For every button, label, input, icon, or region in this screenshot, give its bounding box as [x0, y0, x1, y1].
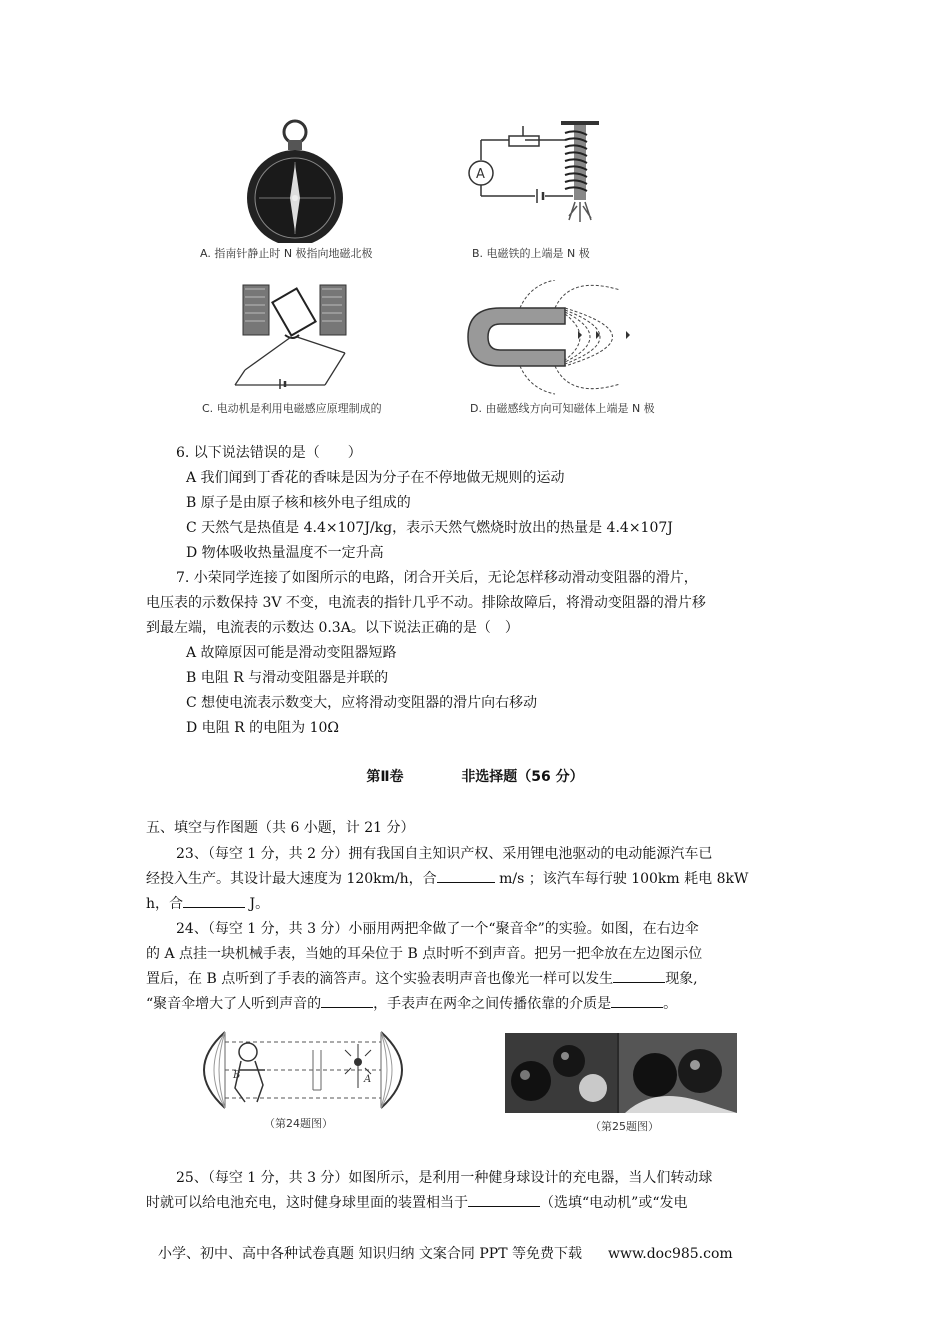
q23-line3a: h，合 — [146, 896, 184, 912]
q24-line1: 24、（每空 1 分，共 3 分）小丽用两把伞做了一个“聚音伞”的实验。如图，在右边伞 — [176, 921, 699, 937]
figure-q24-umbrellas — [183, 1030, 423, 1112]
q23-blank-1[interactable] — [437, 868, 495, 883]
footer-text: 小学、初中、高中各种试卷真题 知识归纳 文案合同 PPT 等免费下载 — [158, 1246, 582, 1262]
q23-line2a: 经投入生产。其设计最大速度为 120km/h，合 — [146, 871, 437, 887]
q23-line1: 23、（每空 1 分，共 2 分）拥有我国自主知识产权、采用锂电池驱动的电动能源汽车已 — [176, 846, 713, 862]
figure-d-caption: D. 由磁感线方向可知磁体上端是 N 极 — [470, 402, 655, 415]
q6-option-c: C 天然气是热值是 4.4×107J/kg，表示天然气燃烧时放出的热量是 4.4×107J — [186, 520, 673, 536]
figure-compass — [200, 118, 390, 243]
q7-option-c: C 想使电流表示数变大，应将滑动变阻器的滑片向右移动 — [186, 695, 538, 711]
q24-line4 — [146, 992, 677, 1016]
q23-line2 — [146, 867, 748, 891]
q25-line1: 25、（每空 1 分，共 3 分）如图所示，是利用一种健身球设计的充电器，当人们转动球 — [176, 1170, 713, 1186]
q7-option-d: D 电阻 R 的电阻为 10Ω — [186, 720, 339, 736]
q23-line2b: m/s ；该汽车每行驶 100km 耗电 8kW — [494, 871, 749, 887]
q24-blank-3[interactable] — [611, 993, 663, 1008]
q24-point-b: B — [233, 1070, 241, 1081]
figure-electromagnet — [465, 118, 695, 248]
q24-blank-2[interactable] — [321, 993, 373, 1008]
footer — [158, 1243, 733, 1263]
q24-line4a: “聚音伞增大了人听到声音的 — [146, 996, 322, 1012]
q23-blank-2[interactable] — [183, 893, 245, 908]
q7-stem-line1: 7. 小荣同学连接了如图所示的电路，闭合开关后，无论怎样移动滑动变阻器的滑片， — [176, 570, 698, 586]
q24-point-a: A — [364, 1074, 372, 1085]
q23-line3b: J。 — [245, 896, 270, 912]
q7-stem-line3: 到最左端，电流表的示数达 0.3A。以下说法正确的是（ ） — [146, 620, 519, 636]
q24-line4b: ，手表声在两伞之间传播依靠的介质是 — [373, 996, 612, 1012]
q25-blank-1[interactable] — [468, 1192, 540, 1207]
figure-c-caption: C. 电动机是利用电磁感应原理制成的 — [202, 402, 382, 415]
q24-line3 — [146, 967, 698, 991]
ammeter-label: A — [476, 167, 485, 182]
q25-line2 — [146, 1191, 687, 1215]
q23-line3 — [146, 892, 269, 916]
q7-stem-line2: 电压表的示数保持 3V 不变，电流表的指针几乎不动。排除故障后，将滑动变阻器的滑片移 — [146, 595, 706, 611]
q7-option-a: A 故障原因可能是滑动变阻器短路 — [186, 645, 397, 661]
figure-q25-caption: （第25题图） — [590, 1120, 659, 1133]
section-heading — [0, 766, 950, 786]
figure-a-caption: A. 指南针静止时 N 极指向地磁北极 — [200, 247, 373, 260]
figure-q25-photo — [505, 1033, 737, 1113]
part5-title: 五、填空与作图题（共 6 小题，计 21 分） — [146, 820, 415, 836]
q25-line2b: （选填“电动机”或“发电 — [540, 1195, 688, 1211]
q25-line2a: 时就可以给电池充电，这时健身球里面的装置相当于 — [146, 1195, 468, 1211]
q24-line3a: 置后，在 B 点听到了手表的滴答声。这个实验表明声音也像光一样可以发生 — [146, 971, 614, 987]
q24-line3b: 现象, — [665, 971, 698, 987]
section-heading-left: 第Ⅱ卷 — [366, 769, 404, 785]
q6-option-a: A 我们闻到丁香花的香味是因为分子在不停地做无规则的运动 — [186, 470, 565, 486]
figure-q24-caption: （第24题图） — [264, 1117, 333, 1130]
q6-option-d: D 物体吸收热量温度不一定升高 — [186, 545, 384, 561]
q24-line2: 的 A 点挂一块机械手表，当她的耳朵位于 B 点时听不到声音。把另一把伞放在左边图示位 — [146, 946, 703, 962]
q6-stem: 6. 以下说法错误的是（ ） — [176, 445, 362, 461]
section-heading-right: 非选择题（56 分） — [461, 769, 584, 785]
q24-blank-1[interactable] — [613, 968, 665, 983]
footer-url[interactable]: www.doc985.com — [607, 1246, 733, 1262]
figure-b-caption: B. 电磁铁的上端是 N 极 — [472, 247, 590, 260]
figure-motor — [225, 275, 365, 390]
figure-u-magnet — [460, 280, 680, 400]
q6-option-b: B 原子是由原子核和核外电子组成的 — [186, 495, 411, 511]
q7-option-b: B 电阻 R 与滑动变阻器是并联的 — [186, 670, 389, 686]
q24-line4c: 。 — [663, 996, 678, 1012]
